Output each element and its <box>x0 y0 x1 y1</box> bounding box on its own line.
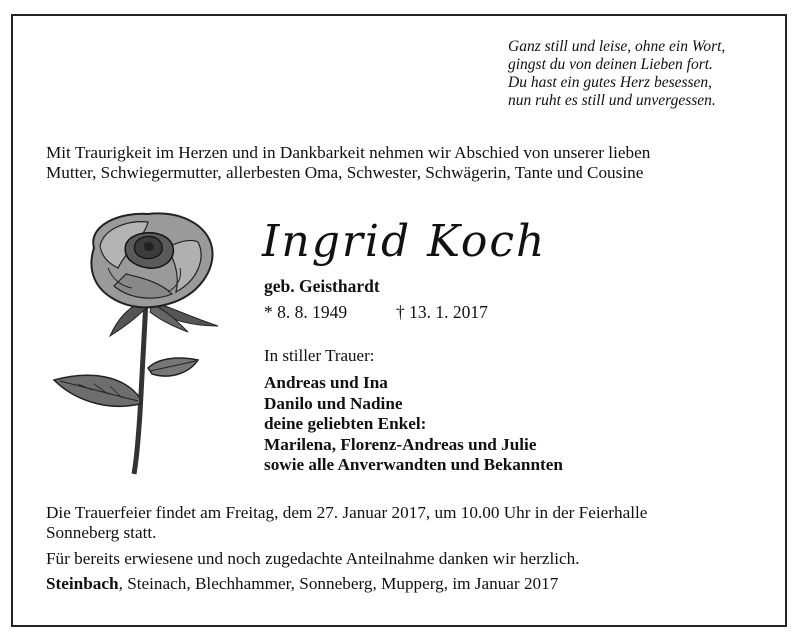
mourner-line: deine geliebten Enkel: <box>264 414 427 433</box>
poem <box>508 38 768 110</box>
funeral-notice <box>46 503 764 543</box>
life-dates <box>264 302 488 323</box>
mourner-line: sowie alle Anverwandten und Bekannten <box>264 455 563 474</box>
intro-text <box>46 143 766 183</box>
places-bold: Steinbach <box>46 574 119 593</box>
intro-line: Mutter, Schwiegermutter, allerbesten Oma, Schwester, Schwägerin, Tante und Cousine <box>46 163 644 182</box>
mourner-line: Andreas und Ina <box>264 373 388 392</box>
intro-line: Mit Traurigkeit im Herzen und in Dankbarkeit nehmen wir Abschied von unserer lieben <box>46 143 651 162</box>
poem-line: Du hast ein gutes Herz besessen, <box>508 74 713 91</box>
birth-date: * 8. 8. 1949 <box>264 302 348 322</box>
death-date: † 13. 1. 2017 <box>396 302 488 322</box>
maiden-name: geb. Geisthardt <box>264 276 380 296</box>
mourner-line: Danilo und Nadine <box>264 393 403 413</box>
mourning-label: In stiller Trauer: <box>264 346 375 365</box>
deceased-name: Ingrid Koch <box>262 216 547 267</box>
poem-line: gingst du von deinen Lieben fort. <box>508 56 713 73</box>
funeral-line: Die Trauerfeier findet am Freitag, dem 27. Januar 2017, um 10.00 Uhr in der Feierhalle <box>46 503 648 522</box>
places-line <box>46 574 558 594</box>
rose-icon <box>48 208 228 476</box>
funeral-line: Sonneberg statt. <box>46 523 157 542</box>
mourners-list <box>264 373 563 476</box>
places-rest: , Steinach, Blechhammer, Sonneberg, Mupperg, im Januar 2017 <box>118 574 559 593</box>
poem-line: nun ruht es still und unvergessen. <box>508 92 716 109</box>
poem-line: Ganz still und leise, ohne ein Wort, <box>508 38 726 55</box>
thanks-text: Für bereits erwiesene und noch zugedachte Anteilnahme danken wir herzlich. <box>46 549 580 568</box>
mourner-line: Marilena, Florenz-Andreas und Julie <box>264 434 537 454</box>
